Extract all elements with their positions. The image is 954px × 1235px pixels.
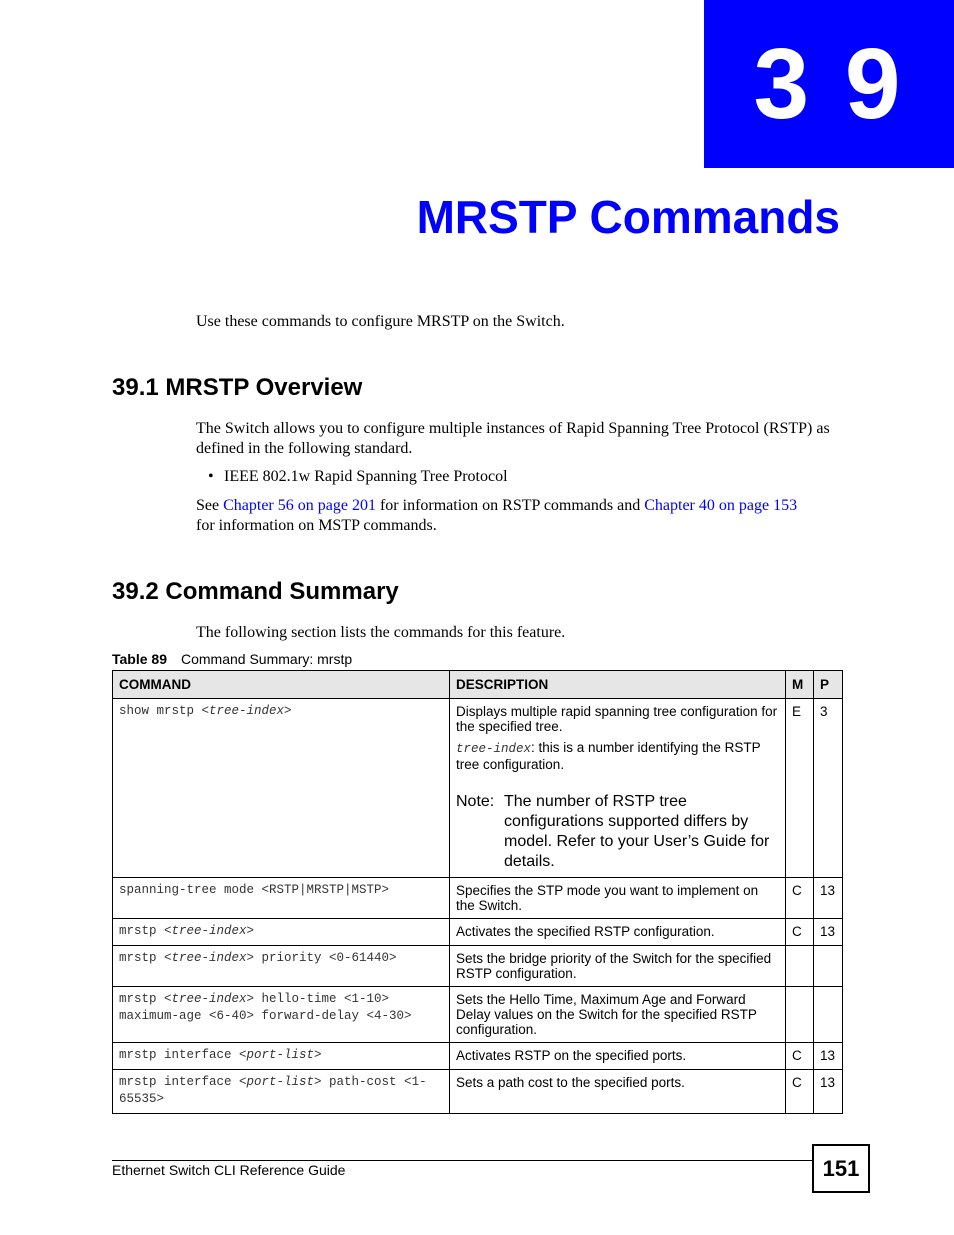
page-number-box	[812, 1144, 870, 1193]
footer-guide-title: Ethernet Switch CLI Reference Guide	[112, 1162, 346, 1178]
overview-paragraph: The Switch allows you to configure multiple instances of Rapid Spanning Tree Protocol (RSTP) as defined in the following standard.	[196, 420, 830, 457]
table-row	[113, 1070, 843, 1114]
see-middle: for information on RSTP commands and	[375, 497, 645, 514]
description-cell: Displays multiple rapid spanning tree configuration for the specified tree. tree-index: this is a number identifying the RSTP tree configuration. Note: The number of RSTP tree configurations supported differs by model. Refer to your User’s Guide for details.	[450, 699, 786, 878]
table-caption-text: Command Summary: mrstp	[181, 651, 353, 667]
table-row	[113, 987, 843, 1043]
p-cell: 3	[814, 699, 843, 878]
header-description: DESCRIPTION	[450, 671, 786, 699]
m-cell: C	[786, 878, 814, 919]
chapter-40-link[interactable]: Chapter 40 on page 153	[644, 497, 798, 514]
table-caption	[112, 651, 352, 667]
m-cell: C	[786, 1070, 814, 1114]
m-cell: E	[786, 699, 814, 878]
table-label: Table 89	[112, 651, 167, 667]
command-cell: mrstp <tree-index>	[113, 919, 450, 946]
header-command: COMMAND	[113, 671, 450, 699]
bullet-text: IEEE 802.1w Rapid Spanning Tree Protocol	[224, 468, 508, 485]
table-row	[113, 946, 843, 987]
see-suffix: for information on MSTP commands.	[196, 517, 437, 534]
p-cell: 13	[814, 878, 843, 919]
command-cell: mrstp interface <port-list> path-cost <1-65535>	[113, 1070, 450, 1114]
table-row	[113, 919, 843, 946]
chapter-number-box	[704, 0, 954, 168]
description-cell: Sets a path cost to the specified ports.	[450, 1070, 786, 1114]
intro-text: Use these commands to configure MRSTP on the Switch.	[196, 313, 565, 330]
m-cell: C	[786, 919, 814, 946]
section-heading-summary: 39.2 Command Summary	[112, 578, 399, 605]
table-row	[113, 699, 843, 878]
p-cell: 13	[814, 919, 843, 946]
command-cell: spanning-tree mode <RSTP|MRSTP|MSTP>	[113, 878, 450, 919]
command-cell: mrstp <tree-index> priority <0-61440>	[113, 946, 450, 987]
table-row	[113, 878, 843, 919]
table-row	[113, 1043, 843, 1070]
header-p: P	[814, 671, 843, 699]
m-cell: C	[786, 1043, 814, 1070]
bullet-icon: •	[208, 468, 214, 485]
summary-paragraph: The following section lists the commands for this feature.	[196, 624, 566, 641]
p-cell: 13	[814, 1070, 843, 1114]
command-summary-table	[112, 670, 843, 1114]
description-cell: Activates RSTP on the specified ports.	[450, 1043, 786, 1070]
description-cell: Activates the specified RSTP configuration.	[450, 919, 786, 946]
p-cell: 13	[814, 1043, 843, 1070]
section-heading-overview: 39.1 MRSTP Overview	[112, 374, 363, 401]
see-prefix: See	[196, 497, 224, 514]
footer-divider	[112, 1160, 812, 1161]
header-m: M	[786, 671, 814, 699]
command-cell: mrstp interface <port-list>	[113, 1043, 450, 1070]
table-header-row	[113, 671, 843, 699]
page-number: 151	[822, 1155, 860, 1181]
see-also-paragraph	[196, 496, 846, 536]
description-cell: Sets the bridge priority of the Switch for the specified RSTP configuration.	[450, 946, 786, 987]
m-cell	[786, 946, 814, 987]
command-cell: show mrstp <tree-index>	[113, 699, 450, 878]
standard-bullet	[208, 467, 508, 487]
p-cell	[814, 987, 843, 1043]
chapter-56-link[interactable]: Chapter 56 on page 201	[223, 497, 376, 514]
chapter-number: 3 9	[753, 28, 905, 140]
description-cell: Specifies the STP mode you want to implement on the Switch.	[450, 878, 786, 919]
m-cell	[786, 987, 814, 1043]
note-block: Note: The number of RSTP tree configurations supported differs by model. Refer to your User’s Guide for details.	[456, 793, 770, 870]
p-cell	[814, 946, 843, 987]
chapter-title: MRSTP Commands	[416, 191, 840, 243]
command-cell: mrstp <tree-index> hello-time <1-10> maximum-age <6-40> forward-delay <4-30>	[113, 987, 450, 1043]
description-cell: Sets the Hello Time, Maximum Age and Forward Delay values on the Switch for the specified RSTP configuration.	[450, 987, 786, 1043]
